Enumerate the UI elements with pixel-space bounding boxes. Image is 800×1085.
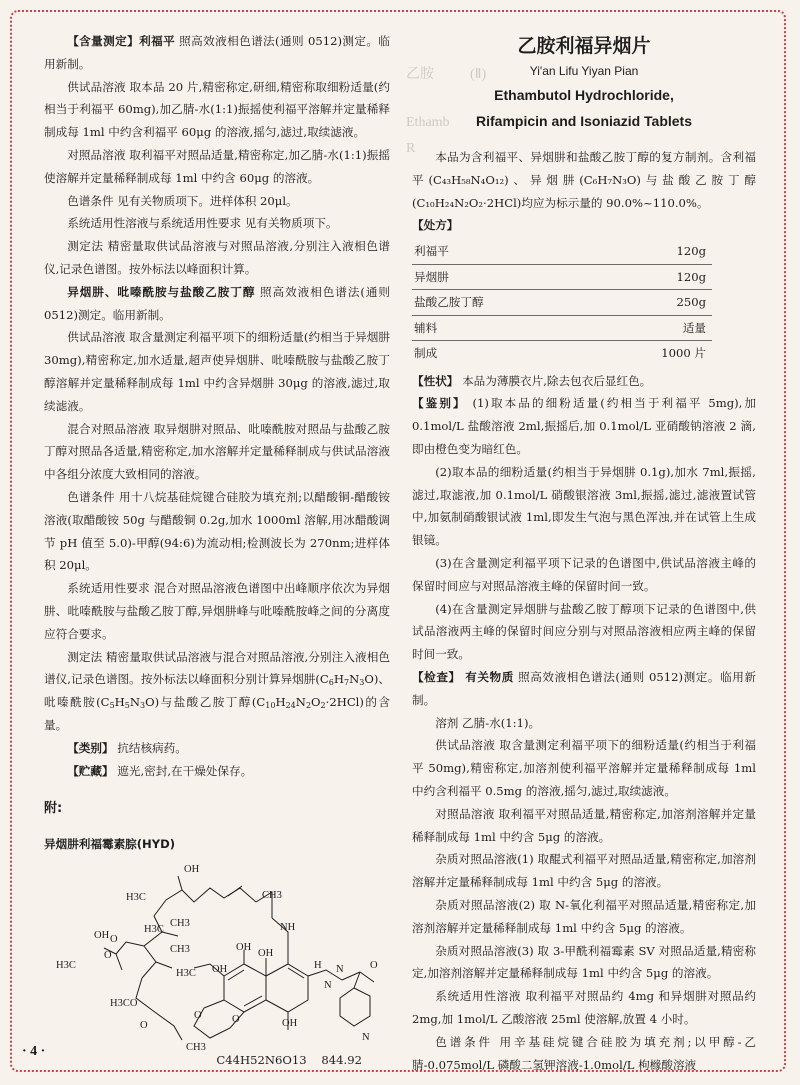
ingredient-name: 盐酸乙胺丁醇: [412, 290, 585, 316]
identification-1: 【鉴别】 (1)取本品的细粉适量(约相当于利福平 5mg),加 0.1mol/L 盐酸溶液 2ml,振摇后,加 0.1mol/L 亚硝酸钠溶液 2 滴,即由橙色变为暗红色。: [412, 396, 756, 457]
paragraph: 供试品溶液 取含量测定利福平项下的细粉适量(约相当于利福平 50mg),精密称定,加溶剂使利福平溶解并定量稀释制成每 1ml 中约含利福平 0.5mg 的溶液,摇匀,滤过,取续滤液。: [412, 738, 756, 799]
svg-text:CH3: CH3: [170, 943, 190, 955]
paragraph: 系统适用性要求 混合对照品溶液色谱图中出峰顺序依次为异烟肼、吡嗪酰胺与盐酸乙胺丁醇,异烟肼峰与吡嗪酰胺峰之间的分离度应符合要求。: [44, 581, 390, 641]
ingredient-amount: 适量: [585, 315, 712, 341]
svg-text:N: N: [362, 1031, 370, 1043]
right-column: [406, 30, 756, 1076]
paragraph: 供试品溶液 取含量测定利福平项下的细粉适量(约相当于异烟肼 30mg),精密称定,加水适量,超声使异烟肼、吡嗪酰胺与盐酸乙胺丁醇溶解并定量稀释制成每 1ml 中约含异烟肼 30μg 的溶液,滤过,取续滤液。: [44, 330, 390, 413]
paragraph: 色谱条件 见有关物质项下。进样体积 20μl。: [67, 193, 298, 208]
svg-text:OH: OH: [236, 941, 252, 953]
prescription-row: [412, 264, 712, 290]
bleed-through-text: (Ⅱ): [470, 67, 487, 82]
svg-text:H3C: H3C: [56, 959, 76, 971]
paragraph: 测定法 精密量取供试品溶液与混合对照品溶液,分别注入液相色谱仪,记录色谱图。按外标法以峰面积分别计算异烟肼$(C_6H_7N_3O)$、吡嗪酰胺$(C_5H_5N_3O)$与盐酸乙胺丁醇$(C_{10}H_{24}N_2O_2\cdot 2HCl)$的含量。: [44, 649, 390, 732]
paragraph: 系统适用性溶液 取利福平对照品约 4mg 和异烟肼对照品约 2mg,加 1mol/L 乙酸溶液 25ml 使溶解,放置 4 小时。: [412, 989, 756, 1026]
hyd-title: 异烟肼利福霉素腙(HYD): [44, 837, 176, 852]
svg-text:H3C: H3C: [144, 923, 164, 935]
ingredient-name: 异烟肼: [412, 264, 585, 290]
appendix-heading: 附:: [44, 801, 63, 817]
ingredient-name: 利福平: [412, 239, 585, 264]
svg-text:CH3: CH3: [170, 917, 190, 929]
paragraph: 对照品溶液 取利福平对照品适量,精密称定,加溶剂溶解并定量稀释制成每 1ml 中约含 5μg 的溶液。: [412, 806, 756, 844]
left-column: [44, 30, 390, 1072]
title-chinese: 乙胺利福异烟片: [517, 35, 651, 57]
svg-text:O: O: [194, 1009, 202, 1021]
svg-text:H3C: H3C: [126, 891, 146, 903]
svg-text:H3C: H3C: [176, 967, 196, 979]
tests-heading: 【检查】 有关物质 照高效液相色谱法(通则 0512)测定。临用新制。: [412, 670, 756, 707]
bleed-through-text: 乙胺: [406, 67, 434, 82]
category: 【类别】 抗结核病药。: [67, 740, 187, 755]
title-english-2: Rifampicin and Isoniazid Tablets: [476, 113, 692, 129]
svg-text:O: O: [110, 933, 118, 945]
ingredient-amount: 120g: [585, 264, 712, 290]
title-english-1: Ethambutol Hydrochloride,: [494, 87, 674, 103]
paragraph: 测定法 精密量取供试品溶液与对照品溶液,分别注入液相色谱仪,记录色谱图。按外标法以峰面积计算。: [44, 239, 390, 276]
molecular-formula: C44H52N6O13 844.92: [216, 1052, 362, 1067]
assay-rifampicin: 【含量测定】利福平 照高效液相色谱法(通则 0512)测定。临用新制。: [44, 34, 390, 71]
title-pinyin: Yi'an Lifu Yiyan Pian: [529, 64, 639, 78]
paragraph: 色谱条件 用辛基硅烷键合硅胶为填充剂;以甲醇-乙腈-0.075mol/L 磷酸二氢钾溶液-1.0mol/L 枸橼酸溶液: [412, 1034, 756, 1072]
paragraph: 系统适用性溶液与系统适用性要求 见有关物质项下。: [67, 216, 338, 231]
ingredient-amount: 250g: [585, 290, 712, 316]
prescription-row: [412, 239, 712, 264]
hyd-structure-diagram: [44, 858, 390, 1053]
identification-2: (2)取本品的细粉适量(约相当于异烟肼 0.1g),加水 7ml,振摇,滤过,取滤液,加 0.1mol/L 硝酸银溶液 3ml,振摇,滤过,滤液置试管中,加氨制硝酸银试液 1ml,即发生气泡与黑色浑浊,并在试管上生成银镜。: [412, 464, 756, 548]
prescription-label: 【处方】: [412, 218, 459, 233]
svg-text:OH: OH: [212, 963, 228, 975]
svg-text:N: N: [324, 979, 332, 991]
paragraph: 对照品溶液 取利福平对照品适量,精密称定,加乙腈-水(1:1)振摇使溶解并定量稀释制成每 1ml 中约含 60μg 的溶液。: [44, 147, 390, 185]
ingredient-amount: 1000 片: [661, 346, 706, 361]
monograph-title: [406, 32, 756, 156]
svg-text:H: H: [314, 959, 322, 971]
identification-3: (3)在含量测定利福平项下记录的色谱图中,供试品溶液主峰的保留时间应与对照品溶液主峰的保留时间一致。: [412, 556, 756, 593]
storage: 【贮藏】 遮光,密封,在干燥处保存。: [67, 763, 253, 778]
svg-text:O: O: [370, 959, 378, 971]
svg-text:N: N: [336, 963, 344, 975]
svg-text:O: O: [140, 1019, 148, 1031]
paragraph: 色谱条件 用十八烷基硅烷键合硅胶为填充剂;以醋酸铜-醋酸铵溶液(取醋酸铵 50g 与醋酸铜 0.2g,加水 1000ml 溶解,用冰醋酸调节 pH 值至 5.0)-甲醇(94:6)为流动相;检测波长为 270nm;进样体积 20μl。: [44, 489, 390, 573]
paragraph: 混合对照品溶液 取异烟肼对照品、吡嗪酰胺对照品与盐酸乙胺丁醇对照品各适量,精密称定,加水溶解并定量稀释制成与供试品溶液中各组分浓度大致相同的溶液。: [44, 421, 390, 482]
bleed-through-text: R: [406, 141, 416, 156]
paragraph: 溶剂 乙腈-水(1:1)。: [435, 715, 541, 730]
svg-text:CH3: CH3: [262, 889, 282, 901]
paragraph: 杂质对照品溶液(2) 取 N-氧化利福平对照品适量,精密称定,加溶剂溶解并定量稀释制成每 1ml 中约含 5μg 的溶液。: [412, 898, 756, 935]
svg-text:OH: OH: [184, 863, 200, 875]
ingredient-amount: 120g: [585, 239, 712, 264]
svg-text:OH: OH: [282, 1017, 298, 1029]
prescription-row: [412, 290, 712, 316]
prescription-table: [412, 239, 712, 366]
bleed-through-text: Ethamb: [406, 115, 450, 130]
paragraph: 杂质对照品溶液(1) 取醌式利福平对照品适量,精密称定,加溶剂溶解并定量稀释制成每 1ml 中约含 5μg 的溶液。: [412, 852, 756, 890]
svg-text:OH: OH: [94, 929, 110, 941]
ingredient-name: 辅料: [412, 315, 585, 341]
identification-4: (4)在含量测定异烟肼与盐酸乙胺丁醇项下记录的色谱图中,供试品溶液两主峰的保留时间应分别与对照品溶液相应两主峰的保留时间一致。: [412, 601, 756, 662]
svg-text:NH: NH: [280, 921, 296, 933]
svg-text:CH3: CH3: [186, 1041, 206, 1053]
description: 【性状】 本品为薄膜衣片,除去包衣后显红色。: [412, 373, 652, 388]
ingredient-name: 制成: [414, 346, 438, 361]
paragraph: 杂质对照品溶液(3) 取 3-甲酰利福霉素 SV 对照品适量,精密称定,加溶剂溶解并定量稀释制成每 1ml 中约含 5μg 的溶液。: [412, 943, 756, 981]
assay-isoniazid: 异烟肼、吡嗪酰胺与盐酸乙胺丁醇 照高效液相色谱法(通则 0512)测定。临用新制。: [44, 284, 390, 322]
svg-text:O: O: [104, 949, 112, 961]
svg-text:O: O: [232, 1013, 240, 1025]
paragraph: 供试品溶液 取本品 20 片,精密称定,研细,精密称取细粉适量(约相当于利福平 60mg),加乙腈-水(1:1)振摇使利福平溶解并定量稀释制成每 1ml 中约含利福平 60μg 的溶液,摇匀,滤过,取续滤液。: [44, 79, 390, 140]
page-number: · 4 ·: [22, 1044, 46, 1059]
prescription-row: [412, 341, 712, 366]
prescription-row: [412, 315, 712, 341]
svg-text:OH: OH: [258, 947, 274, 959]
intro: 本品为含利福平、异烟肼和盐酸乙胺丁醇的复方制剂。含利福平(C₄₃H₅₈N₄O₁₂)、异烟肼(C₆H₇N₃O)与盐酸乙胺丁醇(C₁₀H₂₄N₂O₂·2HCl)均应为标示量的 90.0%~110.0%。: [412, 150, 756, 210]
svg-text:H3CO: H3CO: [110, 997, 138, 1009]
